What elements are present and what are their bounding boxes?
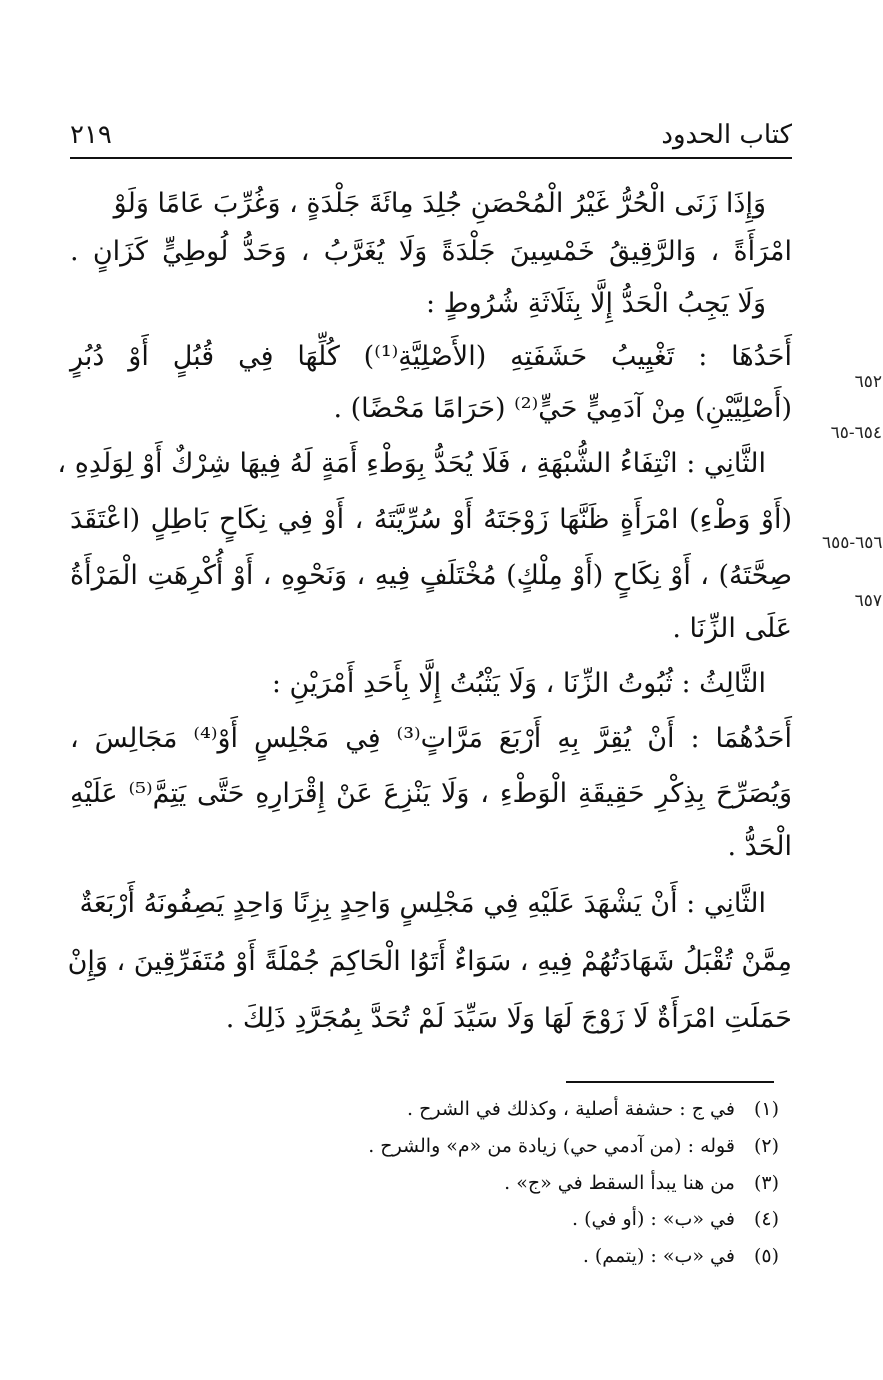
- text-line: وَلَا يَجِبُ الْحَدُّ إِلَّا بِثَلَاثَةِ شُرُوطٍ :: [425, 288, 766, 319]
- page-number: ٢١٩: [70, 120, 112, 150]
- footnote-rule: [566, 1081, 774, 1083]
- running-title: كتاب الحدود: [661, 120, 792, 150]
- text-line: الثَّانِي : أَنْ يَشْهَدَ عَلَيْهِ فِي مَجْلِسٍ وَاحِدٍ بِزِنًا وَاحِدٍ يَصِفُونَهُ أَرْبَعَةٌ: [79, 888, 766, 919]
- footnote-text: في «ب» : (أو في) .: [572, 1208, 735, 1230]
- margin-reference: ٦٥٧: [854, 591, 882, 611]
- margin-reference: ٦٥٢: [854, 372, 882, 392]
- text-line: حَمَلَتِ امْرَأَةٌ لَا زَوْجَ لَهَا وَلَا سَيِّدَ لَمْ تُحَدَّ بِمُجَرَّدِ ذَلِكَ .: [225, 1003, 792, 1034]
- text-line: امْرَأَةً ، وَالرَّقِيقُ خَمْسِينَ جَلْدَةً وَلَا يُغَرَّبُ ، وَحَدُّ لُوطِيٍّ كَزَانٍ .: [70, 236, 792, 267]
- text-line: (أَوْ وَطْءِ) امْرَأَةٍ ظَنَّهَا زَوْجَتَهُ أَوْ سُرِّيَّتَهُ ، أَوْ فِي نِكَاحٍ بَاطِلٍ (اعْتَقَدَ: [70, 504, 792, 535]
- margin-reference: ٦٥٦-٦٥٥: [822, 533, 883, 553]
- footnote-text: قوله : (من آدمي حي) زيادة من «م» والشرح .: [368, 1135, 735, 1157]
- footnote-number: (٥): [753, 1245, 779, 1267]
- text-line: عَلَى الزِّنَا .: [672, 613, 792, 644]
- text-line: (أَصْلِيَّيْنِ) مِنْ آدَمِيٍّ حَيٍّ⁽²⁾ (حَرَامًا مَحْضًا) .: [333, 393, 792, 424]
- footnote-text: في ج : حشفة أصلية ، وكذلك في الشرح .: [407, 1098, 735, 1120]
- footnote: [583, 1241, 779, 1271]
- header-rule: [70, 157, 792, 159]
- footnote-number: (٢): [753, 1135, 779, 1157]
- text-line: صِحَّتَهُ) ، أَوْ نِكَاحٍ (أَوْ مِلْكٍ) مُخْتَلَفٍ فِيهِ ، وَنَحْوِهِ ، أَوْ أُكْرِهَتِ الْمَرْأَةُ: [70, 560, 792, 591]
- text-line: أَحَدُهُمَا : أَنْ يُقِرَّ بِهِ أَرْبَعَ مَرَّاتٍ⁽³⁾ فِي مَجْلِسٍ أَوْ⁽⁴⁾ مَجَالِسَ ،: [70, 723, 792, 754]
- footnote-number: (٤): [753, 1208, 779, 1230]
- text-line: أَحَدُهَا : تَغْيِيبُ حَشَفَتِهِ (الأَصْلِيَّةِ⁽¹⁾) كُلِّهَا فِي قُبُلٍ أَوْ دُبُرٍ: [70, 341, 793, 372]
- text-line: مِمَّنْ تُقْبَلُ شَهَادَتُهُمْ فِيهِ ، سَوَاءٌ أَتَوُا الْحَاكِمَ جُمْلَةً أَوْ مُتَفَرِّقِينَ ، وَإِنْ: [67, 946, 792, 977]
- footnote-number: (٣): [753, 1172, 779, 1194]
- footnote-text: من هنا يبدأ السقط في «ج» .: [504, 1172, 735, 1194]
- footnote: [572, 1204, 779, 1234]
- footnote: [504, 1168, 779, 1198]
- page-header: [70, 118, 792, 158]
- text-line: وَإِذَا زَنَى الْحُرُّ غَيْرُ الْمُحْصَنِ جُلِدَ مِائَةَ جَلْدَةٍ ، وَغُرِّبَ عَامًا وَلَوْ: [113, 188, 766, 219]
- footnote: [407, 1094, 779, 1124]
- text-line: الْحَدُّ .: [727, 831, 792, 862]
- text-line: الثَّانِي : انْتِفَاءُ الشُّبْهَةِ ، فَلَا يُحَدُّ بِوَطْءِ أَمَةٍ لَهُ فِيهَا شِرْكٌ أَوْ لِوَلَدِهِ ،: [57, 448, 766, 479]
- text-line: وَيُصَرِّحَ بِذِكْرِ حَقِيقَةِ الْوَطْءِ ، وَلَا يَنْزِعَ عَنْ إِقْرَارِهِ حَتَّى يَتِمَّ⁽⁵⁾ عَلَيْهِ: [70, 778, 792, 809]
- footnote-text: في «ب» : (يتمم) .: [582, 1245, 735, 1267]
- footnote: [368, 1131, 779, 1161]
- text-line: الثَّالِثُ : ثُبُوتُ الزِّنَا ، وَلَا يَثْبُتُ إِلَّا بِأَحَدِ أَمْرَيْنِ :: [271, 668, 766, 699]
- margin-reference: ٦٥٤-٦٥: [830, 423, 882, 443]
- footnote-number: (١): [753, 1098, 779, 1120]
